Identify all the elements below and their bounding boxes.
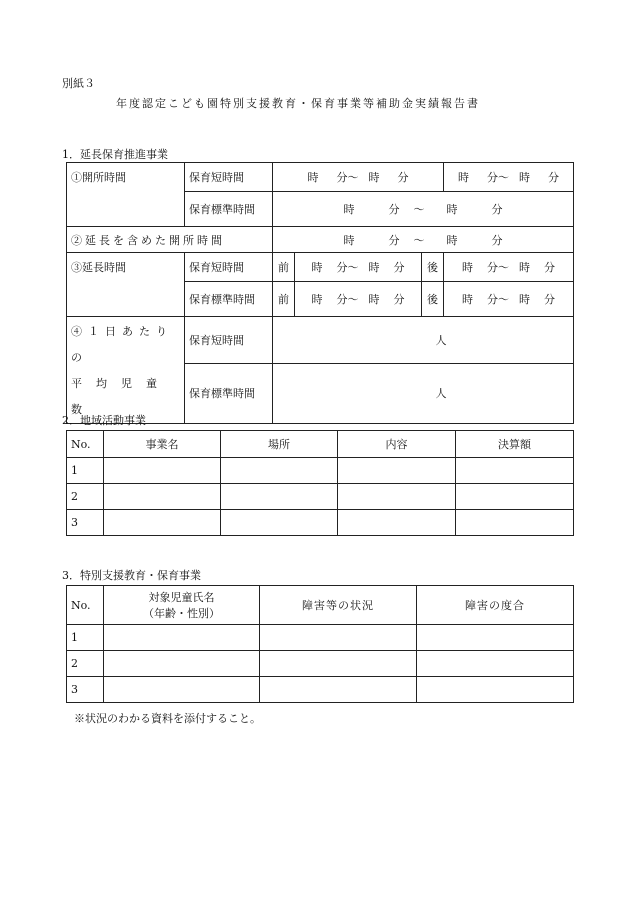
row-number: 2 (67, 484, 104, 510)
section1-table (66, 162, 574, 424)
opening-standard-time[interactable]: 時 分 〜 時 分 (273, 192, 574, 227)
opening-hours-label: ①開所時間 (67, 163, 185, 227)
row-number: 3 (67, 677, 104, 703)
col-no: No. (67, 431, 104, 458)
cell-child-name[interactable] (104, 625, 260, 651)
after-label: 後 (422, 282, 444, 317)
table-row (67, 458, 574, 484)
section2-table (66, 430, 574, 536)
col-settlement: 決算額 (456, 431, 574, 458)
standard-time-label: 保育標準時間 (185, 192, 273, 227)
col-disability-degree: 障害の度合 (417, 586, 574, 625)
extended-hours-label: ②延長を含めた開所時間 (67, 227, 273, 253)
cell-content[interactable] (338, 458, 456, 484)
table-row (67, 484, 574, 510)
cell-disability-status[interactable] (260, 625, 417, 651)
before-label: 前 (273, 253, 295, 282)
cell-content[interactable] (338, 510, 456, 536)
after-label: 後 (422, 253, 444, 282)
row-number: 3 (67, 510, 104, 536)
cell-settlement[interactable] (456, 458, 574, 484)
extension-standard-label: 保育標準時間 (185, 282, 273, 317)
extension-label: ③延長時間 (67, 253, 185, 317)
attachment-label: 別紙３ (62, 77, 95, 90)
cell-disability-degree[interactable] (417, 677, 574, 703)
before-label: 前 (273, 282, 295, 317)
average-standard-label: 保育標準時間 (185, 363, 273, 423)
cell-project-name[interactable] (104, 510, 221, 536)
extension-standard-before-time[interactable]: 時 分〜 時 分 (295, 282, 422, 317)
cell-disability-status[interactable] (260, 651, 417, 677)
row-number: 1 (67, 458, 104, 484)
average-children-label: ④１日あたりの 平均児童数 (67, 317, 185, 424)
extension-short-label: 保育短時間 (185, 253, 273, 282)
cell-location[interactable] (221, 458, 338, 484)
cell-project-name[interactable] (104, 458, 221, 484)
cell-disability-degree[interactable] (417, 625, 574, 651)
table-row (67, 510, 574, 536)
cell-content[interactable] (338, 484, 456, 510)
col-no: No. (67, 586, 104, 625)
section3-table (66, 585, 574, 703)
extension-standard-after-time[interactable]: 時 分〜 時 分 (444, 282, 574, 317)
average-short-count[interactable]: 人 (273, 317, 574, 364)
section1-heading: 1．延長保育推進事業 (62, 148, 168, 161)
extension-short-before-time[interactable]: 時 分〜 時 分 (295, 253, 422, 282)
extension-short-after-time[interactable]: 時 分〜 時 分 (444, 253, 574, 282)
col-disability-status: 障害等の状況 (260, 586, 417, 625)
cell-settlement[interactable] (456, 484, 574, 510)
short-time-label: 保育短時間 (185, 163, 273, 192)
section2-heading: 2．地域活動事業 (62, 414, 146, 427)
cell-project-name[interactable] (104, 484, 221, 510)
table-row (67, 651, 574, 677)
cell-location[interactable] (221, 484, 338, 510)
cell-disability-status[interactable] (260, 677, 417, 703)
cell-location[interactable] (221, 510, 338, 536)
cell-settlement[interactable] (456, 510, 574, 536)
average-short-label: 保育短時間 (185, 317, 273, 364)
col-location: 場所 (221, 431, 338, 458)
row-number: 1 (67, 625, 104, 651)
attachment-note: ※状況のわかる資料を添付すること。 (74, 712, 261, 725)
extended-hours-time[interactable]: 時 分 〜 時 分 (273, 227, 574, 253)
col-content: 内容 (338, 431, 456, 458)
average-standard-count[interactable]: 人 (273, 363, 574, 423)
row-number: 2 (67, 651, 104, 677)
col-project-name: 事業名 (104, 431, 221, 458)
opening-short-time-1[interactable]: 時 分〜 時 分 (273, 163, 444, 192)
cell-disability-degree[interactable] (417, 651, 574, 677)
table-row (67, 677, 574, 703)
opening-short-time-2[interactable]: 時 分〜 時 分 (444, 163, 574, 192)
cell-child-name[interactable] (104, 651, 260, 677)
section3-heading: 3．特別支援教育・保育事業 (62, 569, 201, 582)
col-child-name: 対象児童氏名 （年齢・性別） (104, 586, 260, 625)
cell-child-name[interactable] (104, 677, 260, 703)
page-title: 年度認定こども園特別支援教育・保育事業等補助金実績報告書 (116, 97, 480, 110)
table-row (67, 625, 574, 651)
